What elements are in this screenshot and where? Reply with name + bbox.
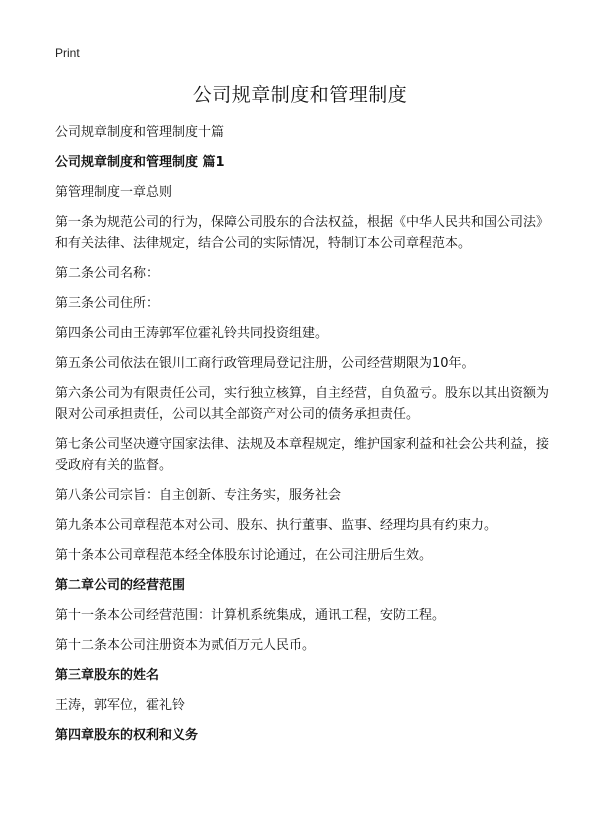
body-paragraph: 第管理制度一章总则 — [55, 185, 173, 200]
body-paragraph: 王涛，郭军位，霍礼铃 — [55, 698, 186, 713]
body-paragraph: 第十条本公司章程范本经全体股东讨论通过，在公司注册后生效。 — [55, 548, 433, 563]
section-heading: 公司规章制度和管理制度 篇1 — [55, 155, 225, 170]
body-paragraph: 第一条为规范公司的行为，保障公司股东的合法权益，根据《中华人民共和国公司法》和有关法律、法律规定，结合公司的实际情况，特制订本公司章程范本。 — [55, 215, 550, 251]
body-paragraph: 第六条公司为有限责任公司，实行独立核算，自主经营，自负盈亏。股东以其出资额为限对公司承担责任，公司以其全部资产对公司的债务承担责任。 — [55, 386, 550, 422]
body-paragraph: 第二条公司名称： — [55, 266, 160, 281]
print-label: Print — [55, 46, 80, 60]
body-paragraph: 第十二条本公司注册资本为贰佰万元人民币。 — [55, 638, 316, 653]
section-heading: 第二章公司的经营范围 — [55, 578, 186, 593]
body-paragraph: 公司规章制度和管理制度十篇 — [55, 125, 225, 140]
body-paragraph: 第九条本公司章程范本对公司、股东、执行董事、监事、经理均具有约束力。 — [55, 518, 498, 533]
body-paragraph: 第五条公司依法在银川工商行政管理局登记注册，公司经营期限为10年。 — [55, 356, 475, 371]
section-heading: 第四章股东的权利和义务 — [55, 728, 199, 743]
section-heading: 第三章股东的姓名 — [55, 668, 160, 683]
document-title: 公司规章制度和管理制度 — [192, 84, 408, 106]
body-paragraph: 第四条公司由王涛郭军位霍礼铃共同投资组建。 — [55, 326, 329, 341]
body-paragraph: 第十一条本公司经营范围：计算机系统集成，通讯工程，安防工程。 — [55, 608, 446, 623]
document-body — [55, 122, 550, 755]
body-paragraph: 第七条公司坚决遵守国家法律、法规及本章程规定，维护国家利益和社会公共利益，接受政府有关的监督。 — [55, 437, 550, 473]
body-paragraph: 第三条公司住所： — [55, 296, 160, 311]
body-paragraph: 第八条公司宗旨：自主创新、专注务实，服务社会 — [55, 488, 342, 503]
